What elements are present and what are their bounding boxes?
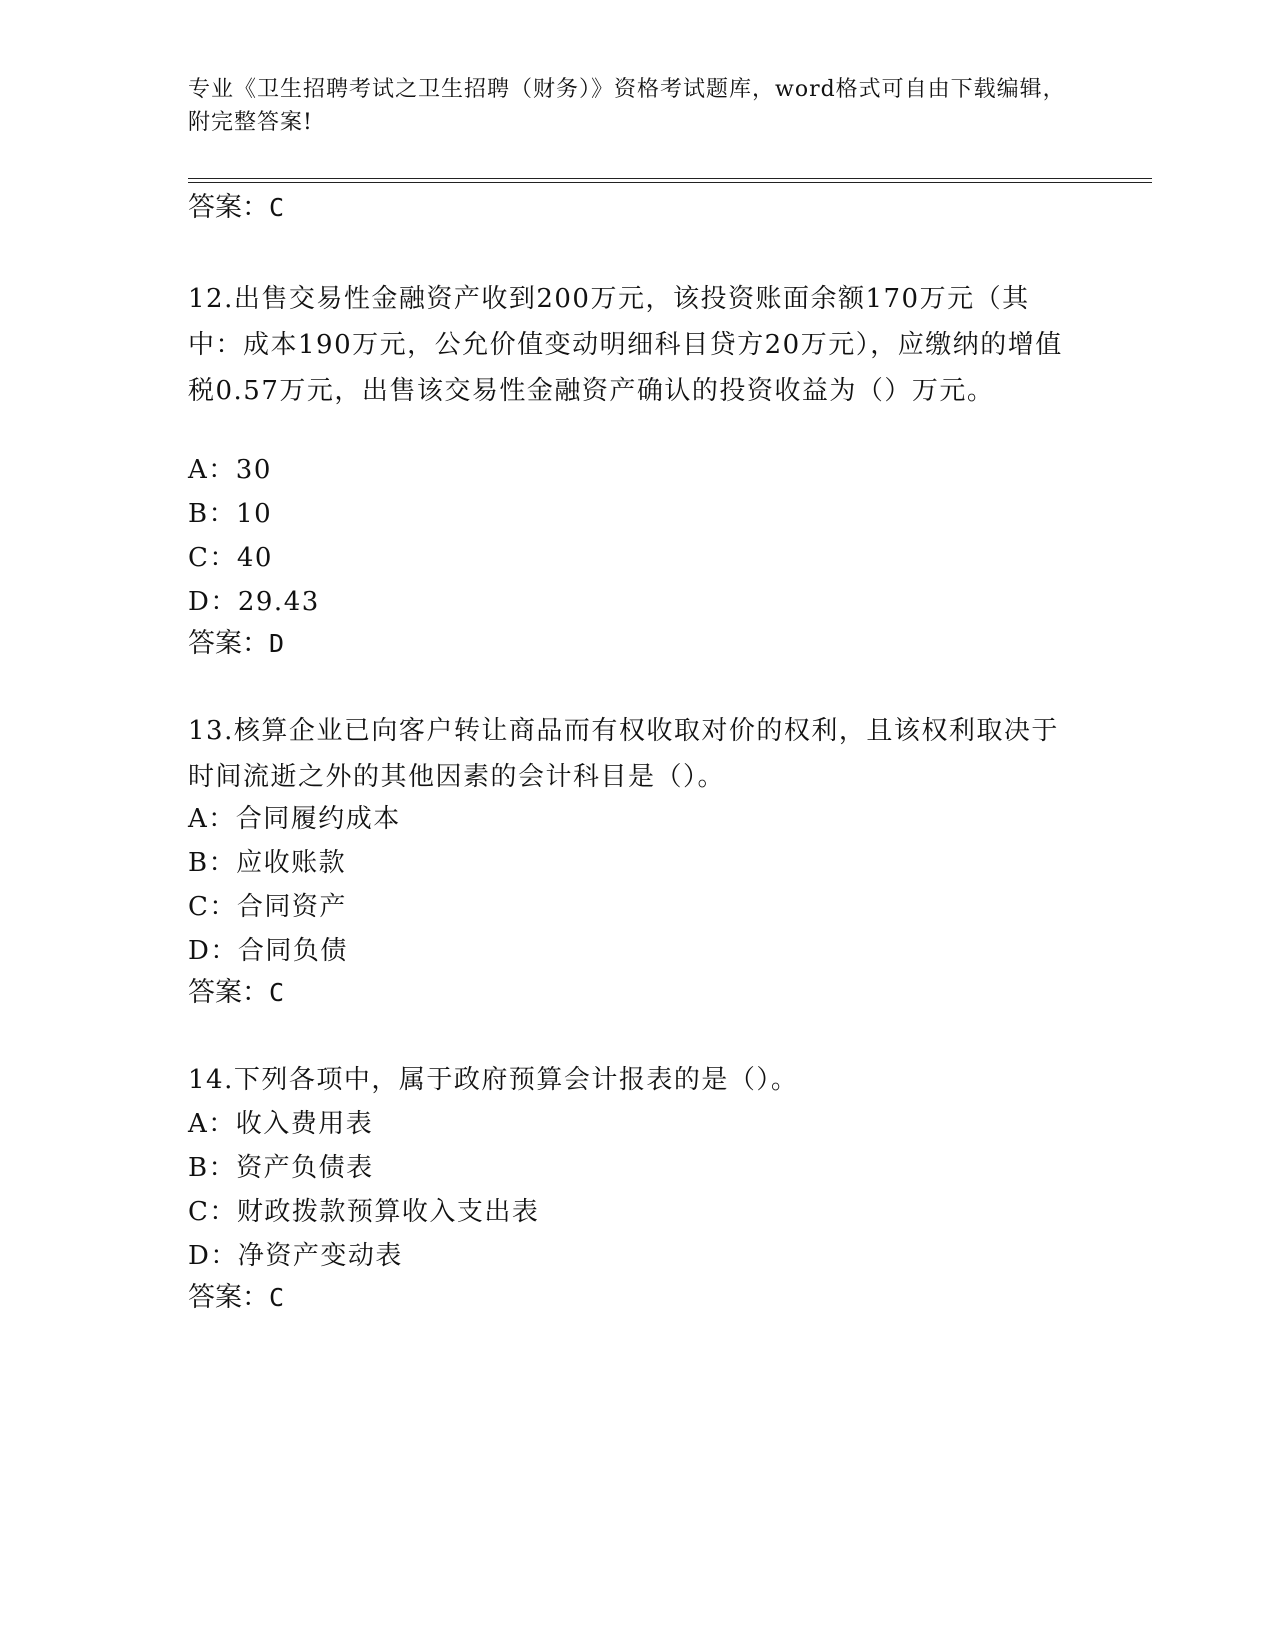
question-12-option-d: D：29.43 (188, 587, 320, 617)
question-13-option-c: C：合同资产 (188, 892, 347, 922)
question-13-option-a: A：合同履约成本 (188, 804, 401, 834)
question-14-option-c: C：财政拨款预算收入支出表 (188, 1197, 540, 1227)
answer-value: D (269, 629, 285, 658)
header-divider-double (188, 182, 1152, 183)
answer-label: 答案： (188, 977, 269, 1008)
answer-line (188, 191, 284, 225)
question-12-option-b: B：10 (188, 499, 273, 529)
question-14-option-b: B：资产负债表 (188, 1153, 374, 1183)
question-13-option-d: D：合同负债 (188, 936, 348, 966)
question-13-answer (188, 976, 284, 1010)
document-header: 专业《卫生招聘考试之卫生招聘（财务）》资格考试题库，word格式可自由下载编辑，附完整答案! (188, 77, 1066, 135)
answer-value: C (269, 193, 285, 222)
answer-label: 答案： (188, 1282, 269, 1313)
answer-label: 答案： (188, 192, 269, 223)
question-14-answer (188, 1281, 284, 1315)
question-13-option-b: B：应收账款 (188, 848, 347, 878)
question-14-option-d: D：净资产变动表 (188, 1241, 403, 1271)
header-divider (188, 178, 1152, 179)
question-12-option-c: C：40 (188, 543, 273, 573)
answer-label: 答案： (188, 628, 269, 659)
question-14-option-a: A：收入费用表 (188, 1109, 374, 1139)
answer-value: C (269, 978, 285, 1007)
answer-value: C (269, 1283, 285, 1312)
question-12-option-a: A：30 (188, 455, 272, 485)
question-14-stem: 14.下列各项中，属于政府预算会计报表的是（）。 (188, 1065, 799, 1095)
question-13-stem: 13.核算企业已向客户转让商品而有权收取对价的权利，且该权利取决于时间流逝之外的其他因素的会计科目是（）。 (188, 716, 1059, 792)
question-12-answer (188, 627, 284, 661)
question-12-stem: 12.出售交易性金融资产收到200万元，该投资账面余额170万元（其中：成本190万元，公允价值变动明细科目贷方20万元），应缴纳的增值税0.57万元，出售该交易性金融资产确认的投资收益为（）万元。 (188, 284, 1063, 406)
